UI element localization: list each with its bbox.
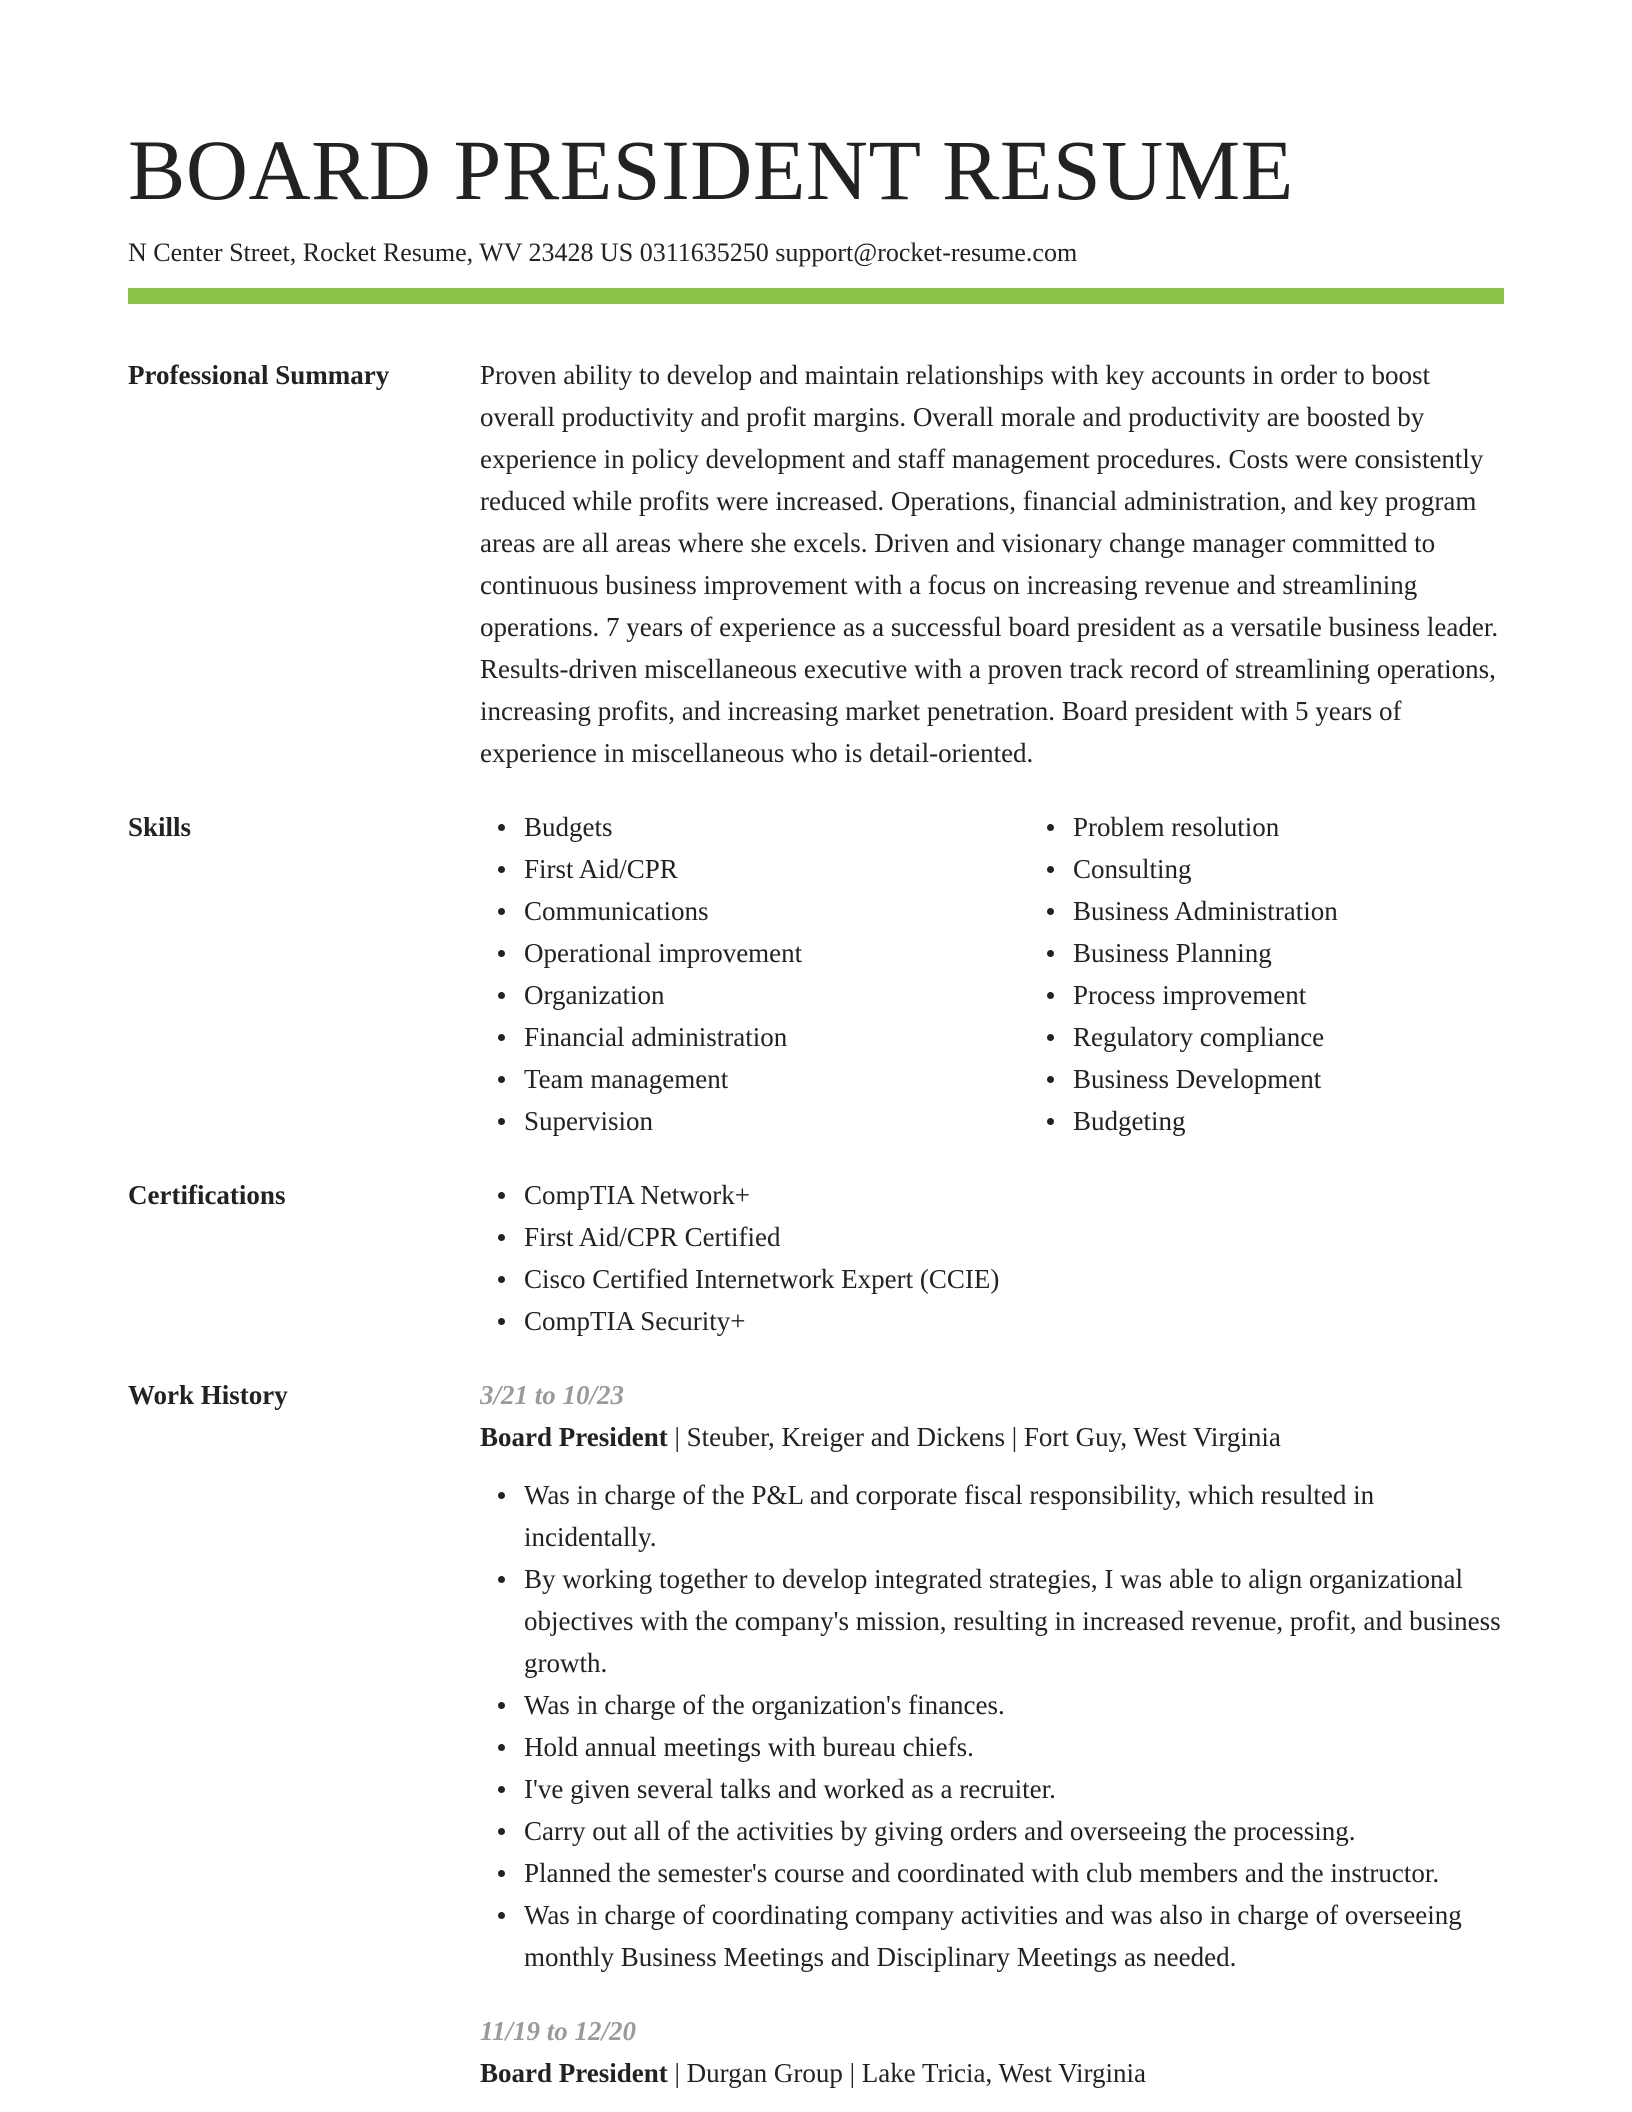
section-label-summary: Professional Summary	[128, 360, 390, 390]
job-details: | Durgan Group | Lake Tricia, West Virginia	[667, 2058, 1146, 2088]
skills-list-column-2	[1029, 806, 1533, 1142]
job-heading	[480, 1416, 1504, 1458]
job-entry	[480, 2010, 1504, 2094]
skill-item: Budgets	[524, 806, 984, 848]
certification-item: Cisco Certified Internetwork Expert (CCIE)	[524, 1258, 1504, 1300]
skill-item: Business Planning	[1073, 932, 1533, 974]
skills-section	[128, 806, 1504, 1142]
job-title: Board President	[480, 1422, 668, 1452]
skill-item: Organization	[524, 974, 984, 1016]
job-entry	[480, 1374, 1504, 1978]
job-bullet: I've given several talks and worked as a recruiter.	[524, 1768, 1504, 1810]
job-bullet: By working together to develop integrated strategies, I was able to align organizational objectives with the company's mission, resulting in increased revenue, profit, and business growth.	[524, 1558, 1504, 1684]
skill-item: Supervision	[524, 1100, 984, 1142]
skill-item: Consulting	[1073, 848, 1533, 890]
skill-item: Business Development	[1073, 1058, 1533, 1100]
skill-item: Problem resolution	[1073, 806, 1533, 848]
skill-item: Financial administration	[524, 1016, 984, 1058]
certification-item: CompTIA Network+	[524, 1174, 1504, 1216]
job-bullet: Was in charge of the organization's finances.	[524, 1684, 1504, 1726]
certification-item: First Aid/CPR Certified	[524, 1216, 1504, 1258]
job-dates: 11/19 to 12/20	[480, 2016, 637, 2046]
skill-item: Communications	[524, 890, 984, 932]
section-label-work-history: Work History	[128, 1380, 288, 1410]
skill-item: Operational improvement	[524, 932, 984, 974]
certification-item: CompTIA Security+	[524, 1300, 1504, 1342]
skill-item: Process improvement	[1073, 974, 1533, 1016]
contact-line: N Center Street, Rocket Resume, WV 23428 US 0311635250 support@rocket-resume.com	[128, 238, 1078, 267]
skill-item: Budgeting	[1073, 1100, 1533, 1142]
job-dates: 3/21 to 10/23	[480, 1380, 625, 1410]
skill-item: Regulatory compliance	[1073, 1016, 1533, 1058]
job-heading	[480, 2052, 1504, 2094]
summary-text: Proven ability to develop and maintain relationships with key accounts in order to boost overall productivity and profit margins. Overall morale and productivity are boosted by experience in policy development and staff management procedures. Costs were consistently reduced while profits were increased. Operations, financial administration, and key program areas are all areas where she excels. Driven and visionary change manager committed to continuous business improvement with a focus on increasing revenue and streamlining operations. 7 years of experience as a successful board president as a versatile business leader. Results-driven miscellaneous executive with a proven track record of streamlining operations, increasing profits, and increasing market penetration. Board president with 5 years of experience in miscellaneous who is detail-oriented.	[480, 360, 1499, 768]
professional-summary-section	[128, 354, 1504, 774]
job-bullet: Carry out all of the activities by giving orders and overseeing the processing.	[524, 1810, 1504, 1852]
skill-item: Team management	[524, 1058, 984, 1100]
job-title: Board President	[480, 2058, 668, 2088]
job-responsibilities-list	[480, 1474, 1504, 1978]
job-bullet: Planned the semester's course and coordinated with club members and the instructor.	[524, 1852, 1504, 1894]
skill-item: Business Administration	[1073, 890, 1533, 932]
certifications-list	[480, 1174, 1504, 1342]
job-details: | Steuber, Kreiger and Dickens | Fort Guy, West Virginia	[667, 1422, 1281, 1452]
job-bullet: Hold annual meetings with bureau chiefs.	[524, 1726, 1504, 1768]
certifications-section	[128, 1174, 1504, 1342]
accent-divider	[128, 288, 1504, 304]
resume-page	[128, 0, 1504, 2094]
job-bullet: Was in charge of coordinating company activities and was also in charge of overseeing monthly Business Meetings and Disciplinary Meetings as needed.	[524, 1894, 1504, 1978]
job-bullet: Was in charge of the P&L and corporate fiscal responsibility, which resulted in incidentally.	[524, 1474, 1504, 1558]
work-history-section	[128, 1374, 1504, 2094]
section-label-skills: Skills	[128, 812, 192, 842]
skills-list-column-1	[480, 806, 984, 1142]
section-label-certifications: Certifications	[128, 1180, 286, 1210]
page-title: BOARD PRESIDENT RESUME	[128, 122, 1294, 218]
skill-item: First Aid/CPR	[524, 848, 984, 890]
